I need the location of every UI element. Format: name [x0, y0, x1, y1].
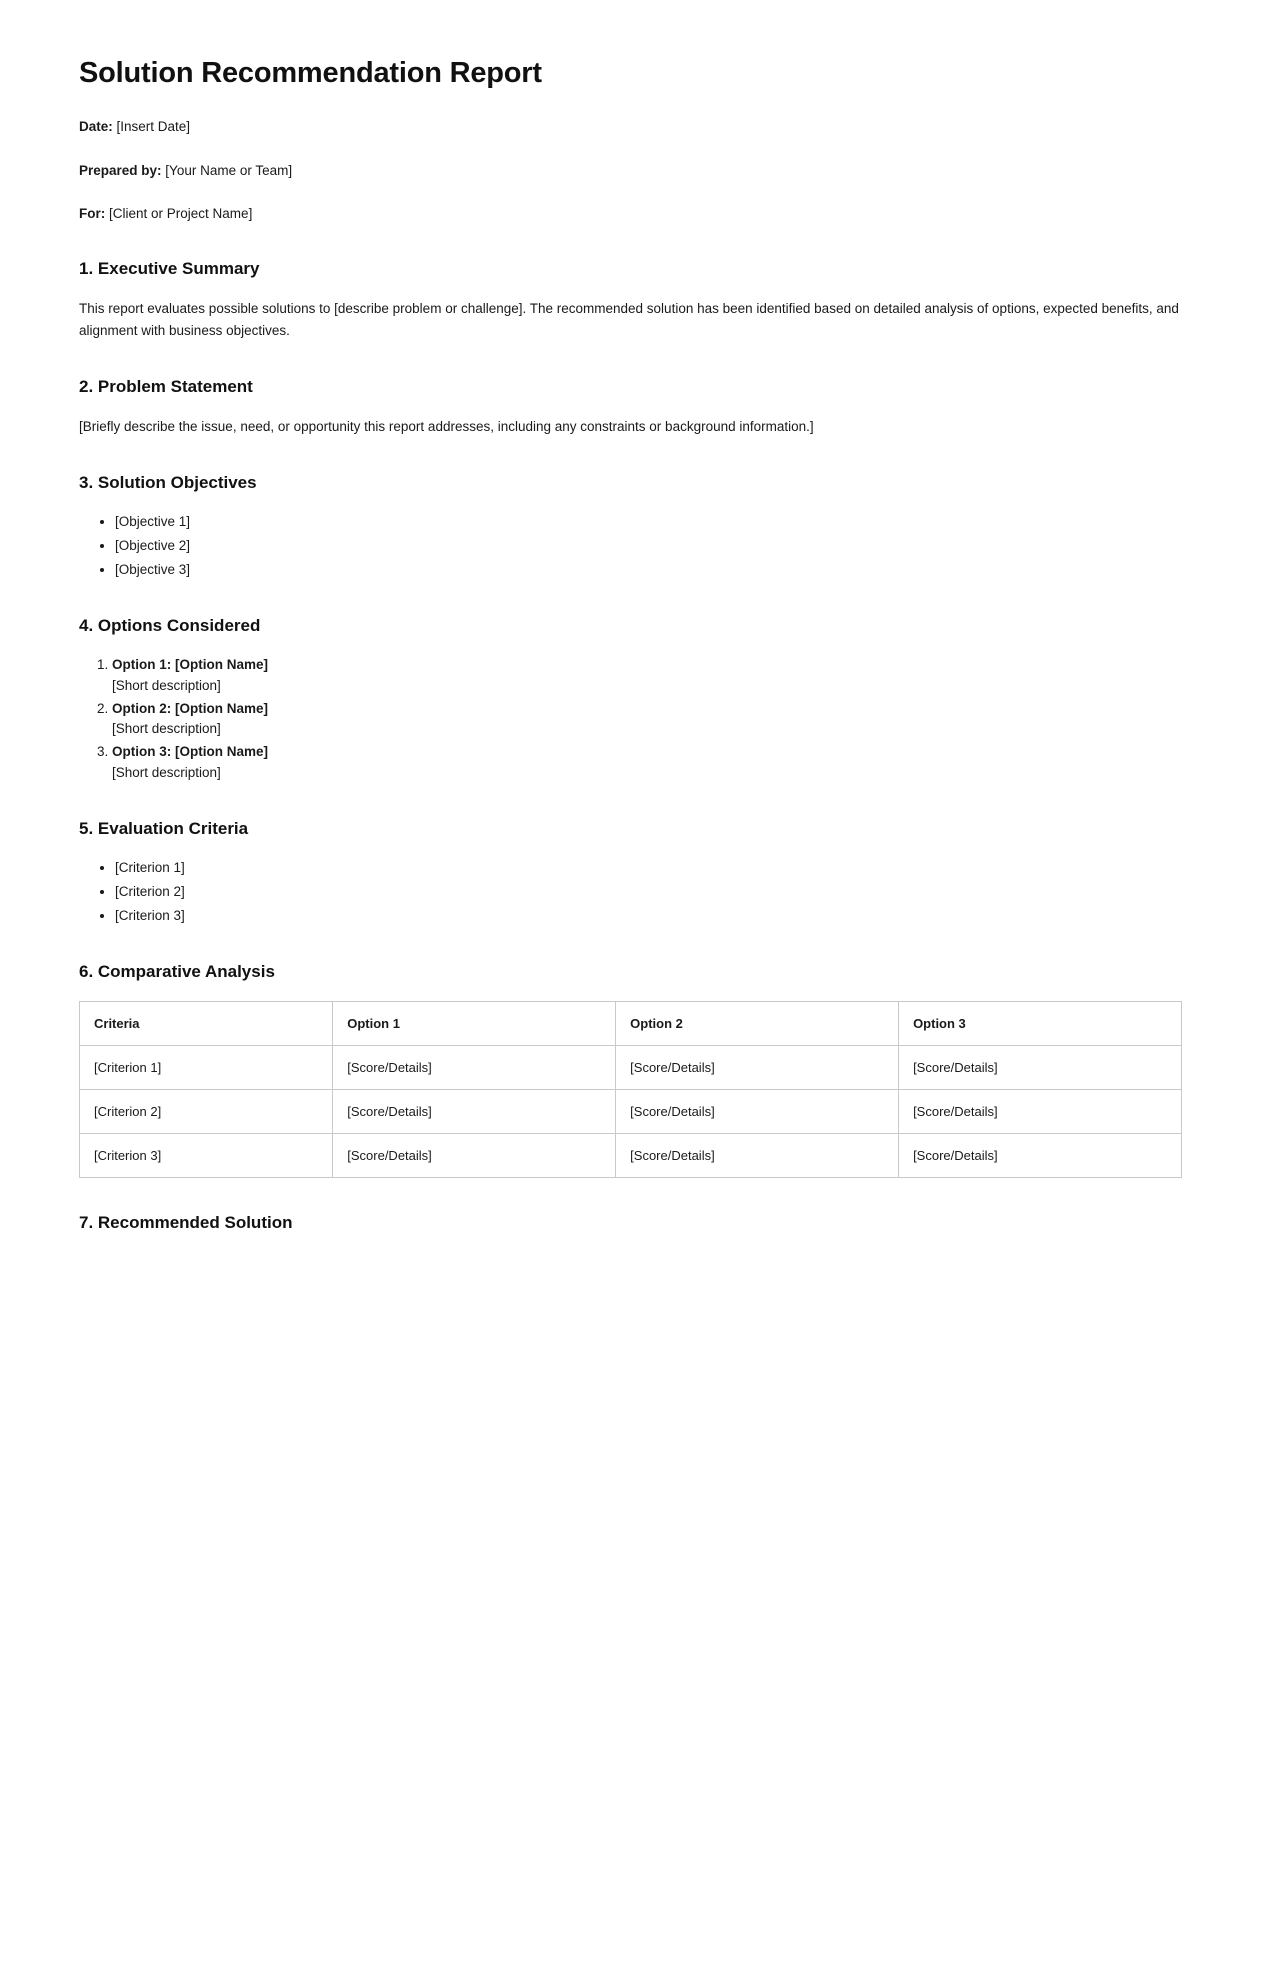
table-cell: [Score/Details]: [899, 1090, 1182, 1134]
meta-date: [79, 117, 1183, 137]
table-header-row: [80, 1002, 1182, 1046]
table-cell: [Criterion 1]: [80, 1046, 333, 1090]
list-item: [112, 742, 1183, 784]
table-header-cell: Option 2: [616, 1002, 899, 1046]
table-cell: [Score/Details]: [899, 1046, 1182, 1090]
option-description: [Short description]: [112, 765, 221, 781]
page-title: Solution Recommendation Report: [79, 57, 542, 89]
comparative-analysis-table-wrapper: [79, 1001, 1183, 1178]
solution-objectives-list: [79, 512, 1183, 581]
option-description: [Short description]: [112, 721, 221, 737]
list-item: • [Objective 3]: [115, 560, 1183, 581]
table-cell: [Score/Details]: [616, 1046, 899, 1090]
meta-prepared-by: [79, 161, 1183, 181]
table-cell: [Score/Details]: [616, 1134, 899, 1178]
list-item: [112, 699, 1183, 741]
problem-statement-paragraph: [Briefly describe the issue, need, or opportunity this report addresses, including any constraints or background information.]: [79, 418, 814, 434]
table-cell: [Score/Details]: [333, 1090, 616, 1134]
section-heading-solution-objectives: 3. Solution Objectives: [79, 472, 257, 492]
section-heading-evaluation-criteria: 5. Evaluation Criteria: [79, 819, 249, 839]
list-item: • [Objective 1]: [115, 512, 1183, 533]
meta-for-label: For:: [79, 205, 106, 221]
options-considered-list: [79, 655, 1183, 785]
option-title: Option 1: [Option Name]: [112, 656, 268, 672]
section-heading-problem-statement: 2. Problem Statement: [79, 376, 253, 396]
table-row: [80, 1134, 1182, 1178]
meta-for: [79, 204, 1183, 224]
list-item: • [Criterion 3]: [115, 906, 1183, 927]
evaluation-criteria-list: [79, 858, 1183, 927]
list-item: [112, 655, 1183, 697]
table-cell: [Score/Details]: [899, 1134, 1182, 1178]
option-title: Option 3: [Option Name]: [112, 744, 268, 760]
table-header-cell: Criteria: [80, 1002, 333, 1046]
list-item: • [Objective 2]: [115, 536, 1183, 557]
executive-summary-paragraph: This report evaluates possible solutions to [describe problem or challenge]. The recommended solution has been identified based on detailed analysis of options, expected benefits, and alignment with business objectives.: [79, 301, 1179, 338]
table-cell: [Criterion 3]: [80, 1134, 333, 1178]
section-heading-comparative-analysis: 6. Comparative Analysis: [79, 962, 275, 982]
list-item: • [Criterion 1]: [115, 858, 1183, 879]
meta-date-label: Date:: [79, 119, 113, 135]
table-header-cell: Option 3: [899, 1002, 1182, 1046]
table-cell: [Score/Details]: [616, 1090, 899, 1134]
table-row: [80, 1090, 1182, 1134]
option-description: [Short description]: [112, 677, 221, 693]
section-heading-recommended-solution: 7. Recommended Solution: [79, 1213, 293, 1233]
option-title: Option 2: [Option Name]: [112, 700, 268, 716]
meta-for-value: [Client or Project Name]: [109, 205, 253, 221]
meta-prepared-by-label: Prepared by:: [79, 162, 162, 178]
comparative-analysis-table: [79, 1001, 1182, 1178]
table-cell: [Score/Details]: [333, 1134, 616, 1178]
section-heading-executive-summary: 1. Executive Summary: [79, 259, 260, 278]
table-cell: [Criterion 2]: [80, 1090, 333, 1134]
table-header-cell: Option 1: [333, 1002, 616, 1046]
table-cell: [Score/Details]: [333, 1046, 616, 1090]
section-heading-options-considered: 4. Options Considered: [79, 615, 261, 635]
list-item: • [Criterion 2]: [115, 882, 1183, 903]
table-row: [80, 1046, 1182, 1090]
meta-date-value: [Insert Date]: [116, 119, 191, 135]
meta-prepared-by-value: [Your Name or Team]: [165, 162, 293, 178]
